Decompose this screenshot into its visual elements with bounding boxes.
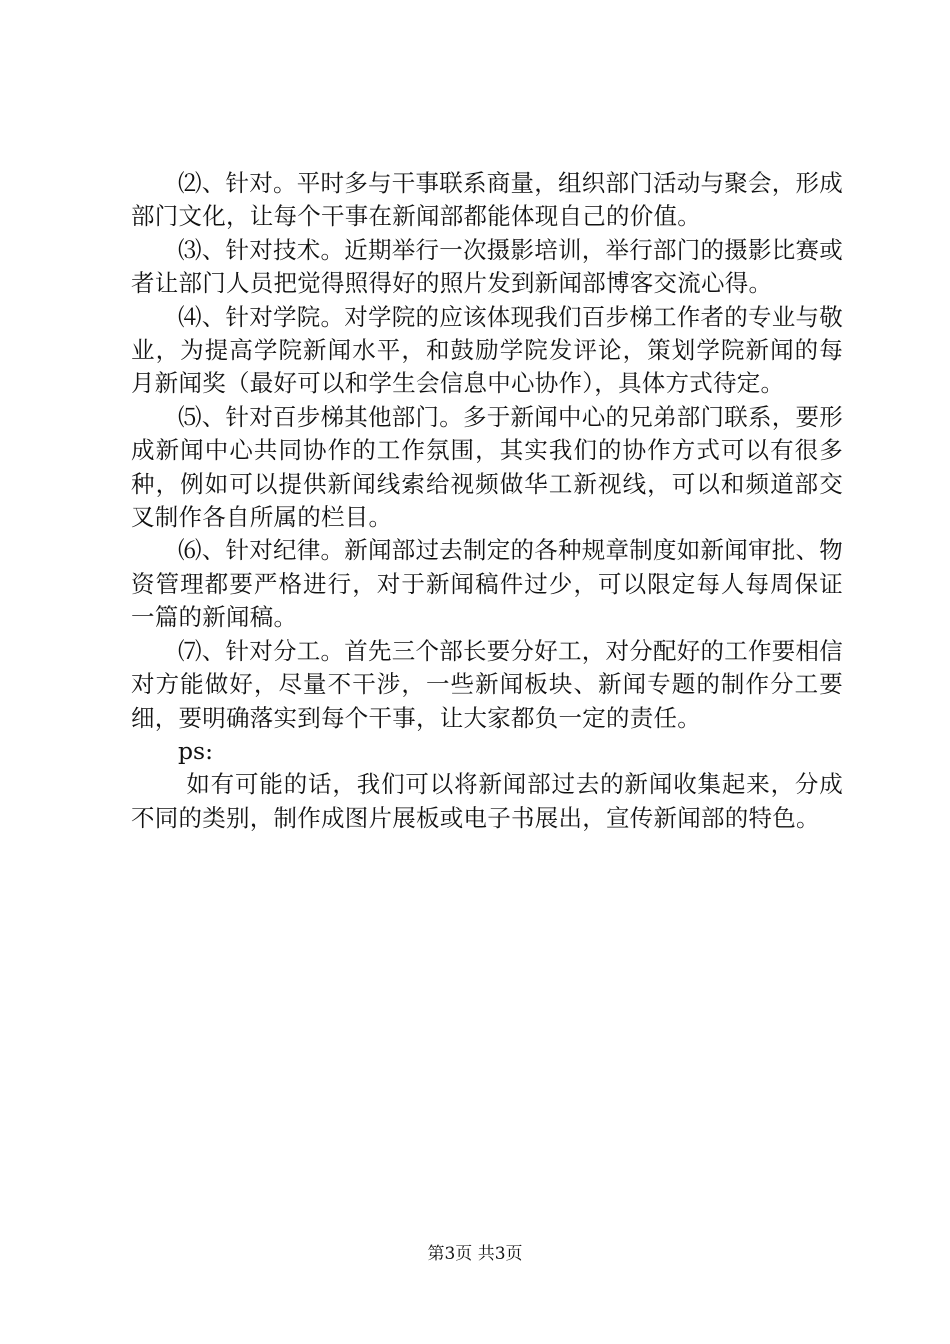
paragraph-item-2: ⑵、针对。平时多与干事联系商量，组织部门活动与聚会，形成部门文化，让每个干事在新闻部都能体现自己的价值。 <box>131 169 843 231</box>
page-footer: 第3页 共3页 <box>427 1244 523 1264</box>
paragraph-item-7: ⑺、针对分工。首先三个部长要分好工，对分配好的工作要相信对方能做好，尽量不干涉，一些新闻板块、新闻专题的制作分工要细，要明确落实到每个干事，让大家都负一定的责任。 <box>131 636 843 732</box>
ps-label: ps: <box>178 736 214 765</box>
paragraph-item-3: ⑶、针对技术。近期举行一次摄影培训，举行部门的摄影比赛或者让部门人员把觉得照得好的照片发到新闻部博客交流心得。 <box>131 235 843 298</box>
paragraph-item-6: ⑹、针对纪律。新闻部过去制定的各种规章制度如新闻审批、物资管理都要严格进行，对于新闻稿件过少，可以限定每人每周保证一篇的新闻稿。 <box>131 536 843 632</box>
paragraph-item-5: ⑸、针对百步梯其他部门。多于新闻中心的兄弟部门联系，要形成新闻中心共同协作的工作氛围，其实我们的协作方式可以有很多种，例如可以提供新闻线索给视频做华工新视线，可以和频道部交叉制作各自所属的栏目。 <box>131 402 843 532</box>
paragraph-item-4: ⑷、针对学院。对学院的应该体现我们百步梯工作者的专业与敬业，为提高学院新闻水平，和鼓励学院发评论，策划学院新闻的每月新闻奖（最好可以和学生会信息中心协作），具体方式待定。 <box>131 302 843 398</box>
document-body <box>131 167 843 835</box>
ps-paragraph: 如有可能的话，我们可以将新闻部过去的新闻收集起来，分成不同的类别，制作成图片展板或电子书展出，宣传新闻部的特色。 <box>131 770 843 832</box>
